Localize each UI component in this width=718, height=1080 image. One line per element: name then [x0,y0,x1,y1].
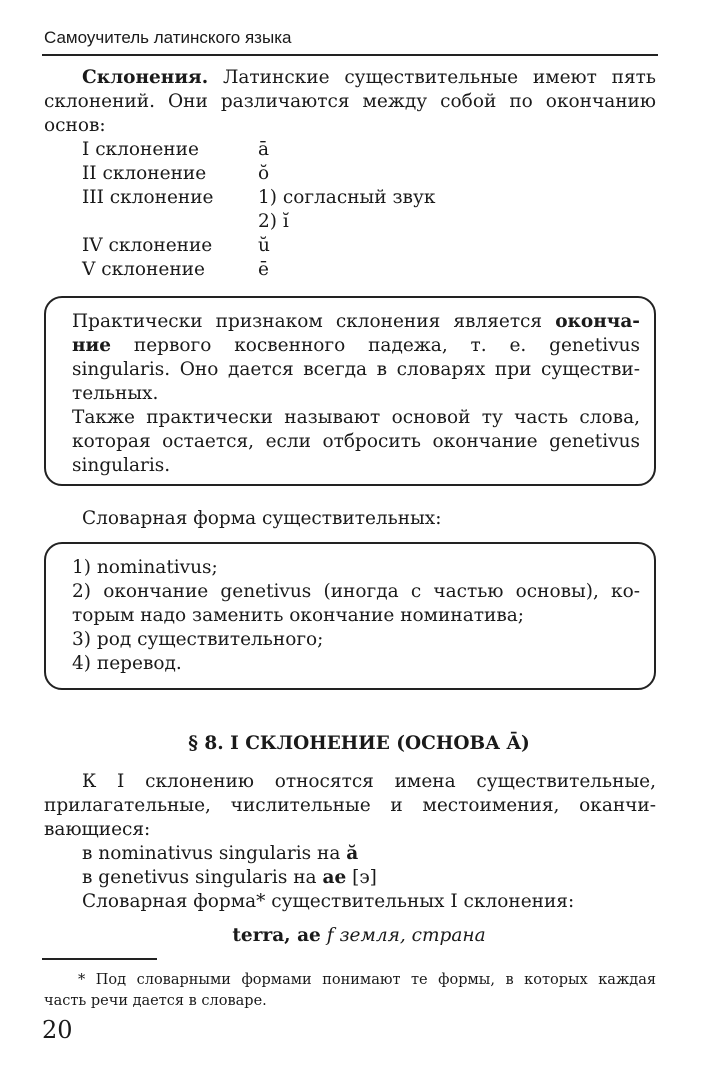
declension-name: II склонение [82,163,207,184]
intro-line-1 [82,66,656,90]
note-box-genetivus [44,296,656,486]
page-number: 20 [42,1016,73,1044]
example-gender: f [320,925,340,946]
section-line: Словарная форма* существительных I склонения: [82,891,575,912]
intro-text: Латинские существительные имеют пять [208,67,656,88]
section-line: К I склонению относятся имена существительные, [82,771,656,792]
declension-stem: ŭ [258,235,270,256]
box1-line: singularis. Оно дается всегда в словарях при существи- [72,359,640,380]
header-rule [42,54,658,56]
footnote-line: * Под словарными формами понимают те формы, в которых каждая [78,972,656,988]
intro-line-2: склонений. Они различаются между собой по окончанию [44,91,656,112]
box2-line: 4) перевод. [72,653,182,674]
box2-line: 2) окончание genetivus (иногда с частью основы), ко- [72,581,640,602]
section-heading: § 8. I СКЛОНЕНИЕ (ОСНОВА Ā) [188,733,530,754]
note-box-dictionary-form [44,542,656,690]
declension-stem: 2) ĭ [258,211,289,232]
box2-line: 1) nominativus; [72,557,218,578]
dictionary-example [0,925,718,946]
section-line: в nominativus singularis на ă [82,843,359,864]
box1-line: ние первого косвенного падежа, т. е. genetivus [72,335,640,356]
intro-line-3: основ: [44,115,106,136]
declension-name: I склонение [82,139,199,160]
example-word: terra, ae [232,925,321,946]
declension-name: IV склонение [82,235,213,256]
box1-line: которая остается, если отбросить окончание genetivus [72,431,640,452]
declension-stem: ē [258,259,269,280]
footnote-line: часть речи дается в словаре. [44,993,267,1009]
box2-line: торым надо заменить окончание номинатива; [72,605,524,626]
section-line: вающиеся: [44,819,151,840]
box1-line: Также практически называют основой ту часть слова, [72,407,640,428]
box1-line: тельных. [72,383,159,404]
running-header: Самоучитель латинского языка [44,28,292,47]
declension-name: V склонение [82,259,205,280]
box1-line: singularis. [72,455,171,476]
example-translation: земля, страна [339,925,486,946]
intro-bold: Склонения. [82,67,209,88]
section-line: в genetivus singularis на ae [э] [82,867,377,888]
declension-stem: ŏ [258,163,270,184]
box2-line: 3) род существительного; [72,629,324,650]
declension-stem: ā [258,139,270,160]
section-line: прилагательные, числительные и местоимения, оканчи- [44,795,656,816]
box1-line: Практически признаком склонения является оконча- [72,311,640,332]
declension-stem: 1) согласный звук [258,187,436,208]
declension-name: III склонение [82,187,214,208]
dict-form-intro: Словарная форма существительных: [82,508,442,529]
footnote-rule [42,958,157,960]
